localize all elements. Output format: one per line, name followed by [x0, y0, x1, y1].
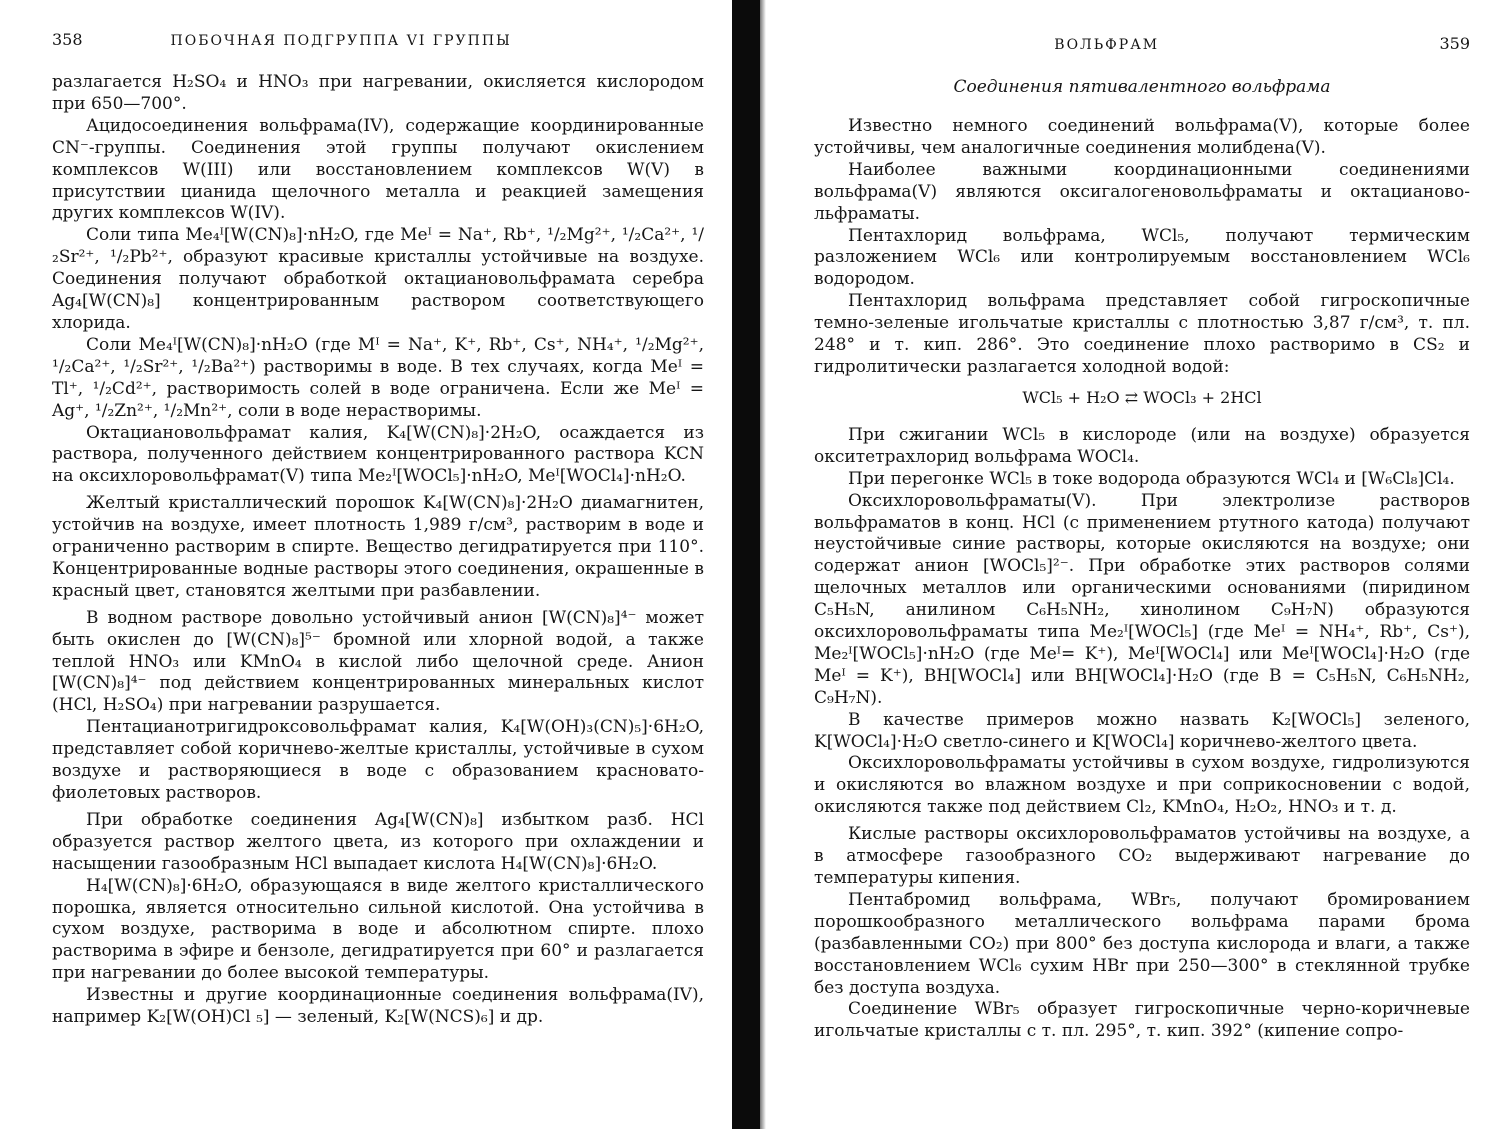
paragraph: разлагается H₂SO₄ и HNO₃ при нагревании, окисляется кислородом при 650—700°.: [52, 72, 704, 114]
paragraph: Желтый кристаллический порошок K₄[W(CN)₈]·2H₂O диамагнитен, устойчив на воздухе, имеет плотность 1,989 г/см³, растворим в воде и ограниченно растворим в спирте. Вещество дегидратируется при 110°. Концентрированные водные растворы этого соединения, окрашенные в красный цвет, становятся желтыми при разбавлении.: [52, 493, 704, 601]
paragraph: Кислые растворы оксихлоровольфраматов устойчивы на воздухе, а в атмосфере газообразного CO₂ выдерживают нагревание до температуры кипения.: [814, 824, 1470, 888]
paragraph: Пентабромид вольфрама, WBr₅, получают бромированием порошкообразного металлического вольфрама парами брома (разбавленными CO₂) при 800° без доступа кислорода и влаги, а также восстановлением WCl₆ сухим HBr при 250—300° в стеклянной трубке без доступа воздуха.: [814, 889, 1470, 998]
left-body-text: [52, 72, 704, 1029]
left-running-title: ПОБОЧНАЯ ПОДГРУППА VI ГРУППЫ: [170, 33, 512, 49]
chemical-equation: WCl₅ + H₂O ⇄ WOCl₃ + 2HCl: [1022, 387, 1262, 407]
paragraph: Октациановольфрамат калия, K₄[W(CN)₈]·2H₂O, осаждается из раствора, полученного действием концентрированного раствора KCN на оксихлоровольфрамат(V) типа Me₂ᴵ[WOCl₅]·nH₂O, Meᴵ[WOCl₄]·nH₂O.: [52, 422, 704, 487]
left-page-number: 358: [52, 30, 83, 49]
paragraph: В водном растворе довольно устойчивый анион [W(CN)₈]⁴⁻ может быть окислен до [W(CN)₈]⁵⁻ бромной или хлорной водой, а также теплой HNO₃ или KMnO₄ в кислой либо щелочной среде. Анион [W(CN)₈]⁴⁻ под действием концентрированных минеральных кислот (HCl, H₂SO₄) при нагревании разрушается.: [52, 607, 704, 716]
paragraph: Известно немного соединений вольфрама(V), которые более устойчивы, чем аналогичные соединения молибдена(V).: [814, 116, 1470, 158]
paragraph: В качестве примеров можно назвать K₂[WOCl₅] зеленого, K[WOCl₄]·H₂O светло-синего и K[WOCl₄] коричнево-желтого цвета.: [814, 709, 1470, 752]
left-running-head: [52, 30, 704, 66]
right-running-title: ВОЛЬФРАМ: [1054, 37, 1160, 53]
paragraph: Ацидосоединения вольфрама(IV), содержащие координированные CN⁻-группы. Соединения этой группы получают окислением комплексов W(III) или восстановлением комплексов W(V) в присутствии цианида щелочного металла и реакцией замещения других комплексов W(IV).: [52, 115, 704, 224]
right-body-text: [814, 116, 1470, 1043]
right-running-head: [814, 34, 1470, 70]
right-page: [766, 0, 1506, 1129]
book-gutter: [732, 0, 760, 1129]
paragraph: Соли типа Me₄ᴵ[W(CN)₈]·nH₂O, где Meᴵ = Na⁺, Rb⁺, ¹/₂Mg²⁺, ¹/₂Ca²⁺, ¹/₂Sr²⁺, ¹/₂Pb²⁺, образуют красивые кристаллы устойчивые на воздухе. Соединения получают обработкой октациановольфрамата серебра Ag₄[W(CN)₈] концентрированным раствором соответствующего хлорида.: [52, 225, 704, 333]
section-title: Соединения пятивалентного вольфрама: [953, 77, 1331, 97]
right-page-number: 359: [1439, 34, 1470, 53]
paragraph: При перегонке WCl₅ в токе водорода образуются WCl₄ и [W₆Cl₈]Cl₄.: [848, 468, 1455, 489]
paragraph: Оксихлоровольфраматы(V). При электролизе растворов вольфраматов в конц. HCl (с применением ртутного катода) получают неустойчивые синие растворы, которые окисляются на воздухе; они содержат анион [WOCl₅]²⁻. При обработке этих растворов солями щелочных металлов или органическими основаниями (пиридином C₅H₅N, анилином C₆H₅NH₂, хинолином C₉H₇N) образуются оксихлоровольфраматы типа Me₂ᴵ[WOCl₅] (где Meᴵ = NH₄⁺, Rb⁺, Cs⁺), Me₂ᴵ[WOCl₅]·nH₂O (где Meᴵ= K⁺), Meᴵ[WOCl₄] или Meᴵ[WOCl₄]·H₂O (где Meᴵ = K⁺), BH[WOCl₄] или BH[WOCl₄]·H₂O (где B = C₅H₅N, C₆H₅NH₂, C₉H₇N).: [814, 490, 1470, 708]
paragraph: Оксихлоровольфраматы устойчивы в сухом воздухе, гидролизуются и окисляются во влажном воздухе и при соприкосновении с водой, окисляются также под действием Cl₂, KMnO₄, H₂O₂, HNO₃ и т. д.: [814, 753, 1470, 818]
paragraph: Пентахлорид вольфрама представляет собой гигроскопичные темно-зеленые игольчатые кристаллы с плотностью 3,87 г/см³, т. пл. 248° и т. кип. 286°. Это соединение плохо растворимо в CS₂ и гидролитически разлагается холодной водой:: [814, 291, 1470, 377]
paragraph: Пентахлорид вольфрама, WCl₅, получают термическим разложением WCl₆ или контролируемым восстановлением WCl₆ водородом.: [814, 225, 1470, 290]
paragraph: Известны и другие координационные соединения вольфрама(IV), например K₂[W(OH)Cl ₅] — зеленый, K₂[W(NCS)₆] и др.: [52, 985, 704, 1028]
paragraph: Соединение WBr₅ образует гигроскопичные черно-коричневые игольчатые кристаллы с т. пл. 295°, т. кип. 392° (кипение сопро-: [814, 999, 1470, 1042]
paragraph: При сжигании WCl₅ в кислороде (или на воздухе) образуется окситетрахлорид вольфрама WOCl₄.: [814, 424, 1470, 467]
paragraph: H₄[W(CN)₈]·6H₂O, образующаяся в виде желтого кристаллического порошка, является относительно сильной кислотой. Она устойчива в сухом воздухе, растворима в воде и абсолютном спирте. плохо растворима в эфире и бензоле, дегидратируется при 60° и разлагается при нагревании до более высокой температуры.: [52, 875, 704, 984]
paragraph: Соли Me₄ᴵ[W(CN)₈]·nH₂O (где Mᴵ = Na⁺, K⁺, Rb⁺, Cs⁺, NH₄⁺, ¹/₂Mg²⁺, ¹/₂Ca²⁺, ¹/₂Sr²⁺, ¹/₂Ba²⁺) растворимы в воде. В тех случаях, когда Meᴵ = Tl⁺, ¹/₂Cd²⁺, растворимость солей в воде ограничена. Если же Meᴵ = Ag⁺, ¹/₂Zn²⁺, ¹/₂Mn²⁺, соли в воде нерастворимы.: [52, 334, 704, 421]
paragraph: Наиболее важными координационными соединениями вольфрама(V) являются оксигалогеновольфраматы и октациановольфраматы.: [814, 159, 1470, 224]
left-page: [0, 0, 730, 1129]
paragraph: При обработке соединения Ag₄[W(CN)₈] избытком разб. HCl образуется раствор желтого цвета, из которого при охлаждении и насыщении газообразным HCl выпадает кислота H₄[W(CN)₈]·6H₂O.: [52, 809, 704, 874]
paragraph: Пентацианотригидроксовольфрамат калия, K₄[W(OH)₃(CN)₅]·6H₂O, представляет собой коричнево-желтые кристаллы, устойчивые в сухом воздухе и растворяющиеся в воде с образованием красновато-фиолетовых растворов.: [52, 717, 704, 803]
